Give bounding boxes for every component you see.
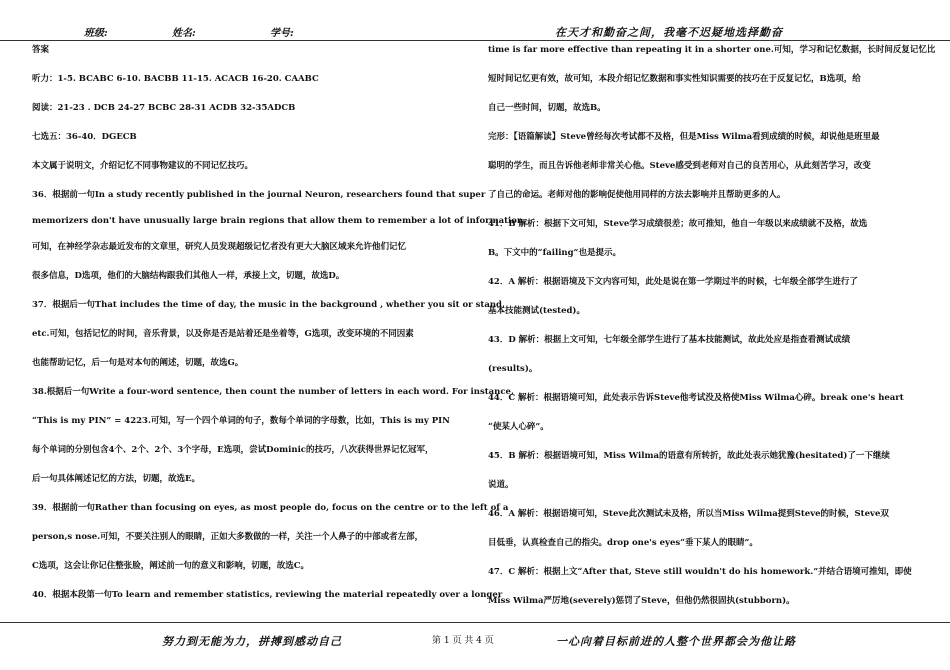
text-line: etc.可知，包括记忆的时间，音乐背景，以及你是否是站着还是坐着等，G选项，改变环境的不同因素	[32, 329, 414, 339]
page-number: 第 1 页 共 4 页	[432, 636, 494, 646]
text-line: memorizers don't have unusually large brain regions that allow them to remember a lot of information.	[32, 216, 527, 226]
text-line: 42．A 解析：根据语境及下文内容可知，此处是说在第一学期过半的时候，七年级全部学生进行了	[488, 277, 858, 287]
footer-right-slogan: 一心向着目标前进的人整个世界都会为他让路	[556, 635, 796, 648]
text-line: (results)。	[488, 364, 538, 374]
text-line: time is far more effective than repeating it in a shorter one.可知，学习和记忆数据，长时间反复记忆比	[488, 45, 936, 55]
header-motto: 在天才和勤奋之间，我毫不迟疑地选择勤奋	[555, 26, 783, 39]
text-line: 45．B 解析：根据语境可知，Miss Wilma的语意有所转折，故此处表示她犹豫(hesitated)了一下继续	[488, 451, 890, 461]
text-line: 完形：【语篇解读】Steve曾经每次考试都不及格，但是Miss Wilma看到成绩的时候，却说他是班里最	[488, 132, 880, 142]
text-line: 可知，在神经学杂志最近发布的文章里，研究人员发现超级记忆者没有更大大脑区域来允许他们记忆	[32, 242, 407, 252]
page-header	[0, 0, 950, 41]
text-line: person,s nose.可知，不要关注别人的眼睛，正如大多数做的一样，关注一个人鼻子的中部或者左部，	[32, 532, 424, 542]
student-id-label: 学号:	[270, 28, 294, 39]
text-line: 自己一些时间，切题，故选B。	[488, 103, 606, 113]
name-label: 姓名:	[172, 28, 196, 39]
text-line: “This is my PIN” = 4223.可知，写一个四个单词的句子，数每个单词的字母数，比如，This is my PIN	[32, 416, 450, 426]
text-line: “使某人心碎”。	[488, 422, 549, 432]
text-line: 聪明的学生，而且告诉他老师非常关心他。Steve感受到老师对自己的良苦用心，从此刻苦学习，改变	[488, 161, 871, 171]
text-line: 36．根据前一句In a study recently published in the journal Neuron, researchers found that super	[32, 190, 486, 200]
text-line: 43．D 解析：根据上文可知，七年级全部学生进行了基本技能测试，故此处应是指查看测试成绩	[488, 335, 851, 345]
text-line: 38.根据后一句Write a four-word sentence, then count the number of letters in each word. For instance,	[32, 387, 514, 397]
text-line: 也能帮助记忆，后一句是对本句的阐述，切题，故选G。	[32, 358, 244, 368]
text-line: 44．C 解析：根据语境可知，此处表示告诉Steve他考试没及格使Miss Wilma心碎。break one's heart	[488, 393, 904, 403]
text-line: 七选五：36-40．DGECB	[32, 132, 137, 142]
text-line: 37．根据后一句That includes the time of day, the music in the background , whether you sit or stand,	[32, 300, 505, 310]
answer-heading: 答案	[32, 45, 50, 55]
class-label: 班级:	[84, 28, 108, 39]
text-line: 47．C 解析：根据上文“After that, Steve still wouldn't do his homework.”并结合语境可推知，即使	[488, 567, 912, 577]
text-line: 基本技能测试(tested)。	[488, 306, 585, 316]
text-line: 本文属于说明文，介绍记忆不同事物建议的不同记忆技巧。	[32, 161, 254, 171]
text-line: 听力：1-5. BCABC 6-10. BACBB 11-15. ACACB 16-20. CAABC	[32, 74, 319, 84]
text-line: 后一句具体阐述记忆的方法，切题，故选E。	[32, 474, 200, 484]
text-line: 很多信息，D选项，他们的大脑结构跟我们其他人一样，承接上文，切题，故选D。	[32, 271, 345, 281]
text-line: 阅读：21-23 . DCB 24-27 BCBC 28-31 ACDB 32-35ADCB	[32, 103, 296, 113]
text-line: 目低垂，认真检查自己的指尖。drop one's eyes“垂下某人的眼睛”。	[488, 538, 758, 548]
text-line: 46．A 解析：根据语境可知，Steve此次测试未及格，所以当Miss Wilma提到Steve的时候，Steve双	[488, 509, 889, 519]
text-line: B。下文中的“failing”也是提示。	[488, 248, 621, 258]
text-line: 短时间记忆更有效，故可知，本段介绍记忆数据和事实性知识需要的技巧在于反复记忆，B选项，给	[488, 74, 861, 84]
footer-left-slogan: 努力到无能为力，拼搏到感动自己	[162, 635, 342, 648]
text-line: 每个单词的分别包含4个、2个、2个、3个字母，E选项，尝试Dominic的技巧，八次获得世界记忆冠军，	[32, 445, 434, 455]
text-line: 41．B 解析：根据下文可知，Steve学习成绩很差；故可推知，他自一年级以来成绩就不及格，故选	[488, 219, 868, 229]
text-line: Miss Wilma严厉地(severely)惩罚了Steve，但他仍然很固执(stubborn)。	[488, 596, 795, 606]
text-line: 39．根据前一句Rather than focusing on eyes, as most people do, focus on the centre or to the left of a	[32, 503, 509, 513]
text-line: 40．根据本段第一句To learn and remember statistics, reviewing the material repeatedly over a longer	[32, 590, 503, 600]
text-line: 了自己的命运。老师对他的影响促使他用同样的方法去影响并且帮助更多的人。	[488, 190, 786, 200]
text-line: 说道。	[488, 480, 514, 490]
text-line: C选项，这会让你记住整张脸，阐述前一句的意义和影响，切题，故选C。	[32, 561, 310, 571]
right-column	[488, 42, 936, 622]
page-footer	[0, 622, 950, 663]
